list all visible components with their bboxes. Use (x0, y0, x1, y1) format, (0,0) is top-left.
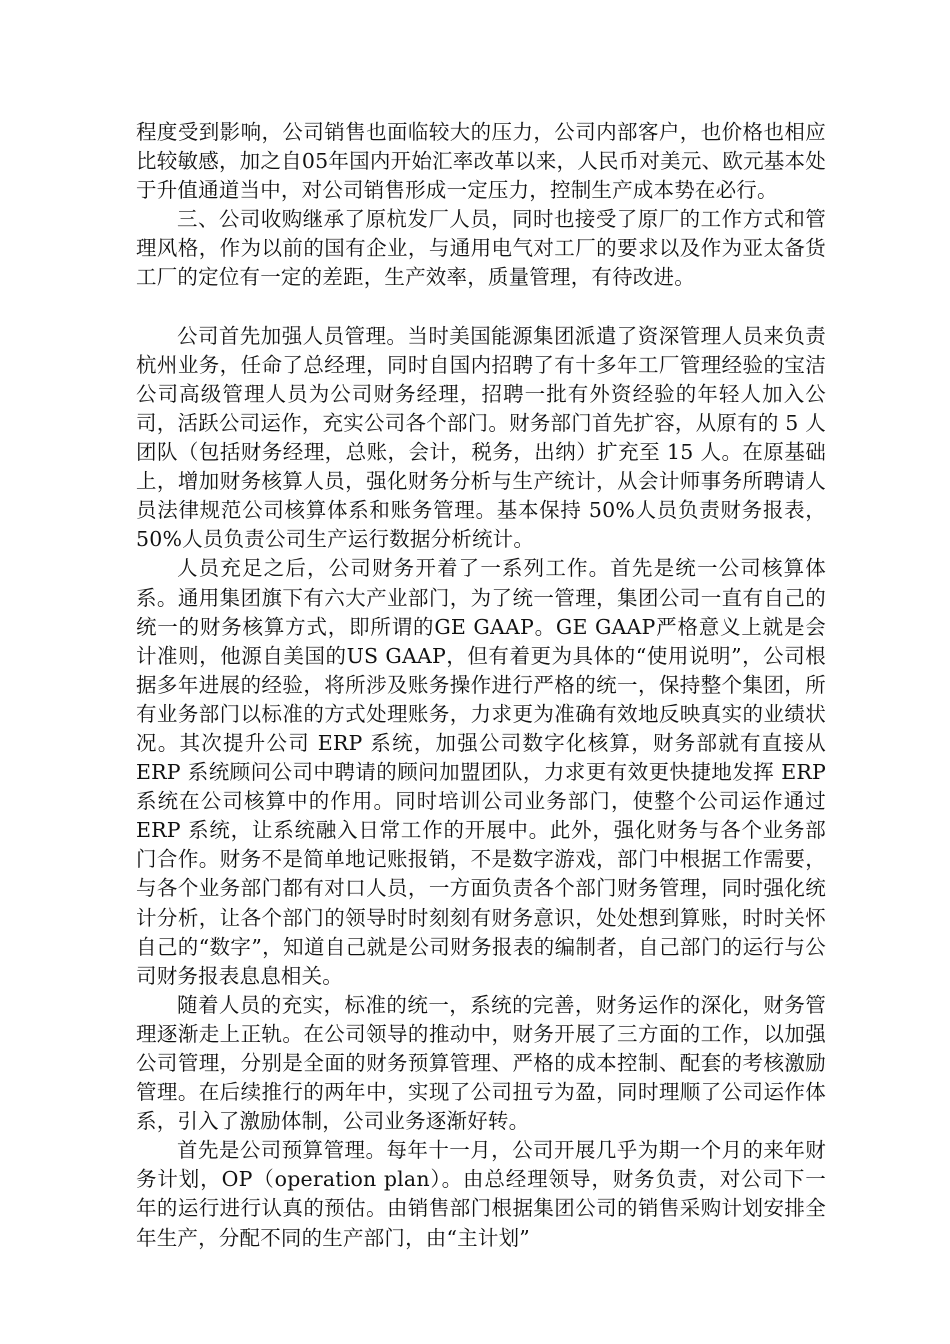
document-body (136, 118, 826, 1253)
paragraph-issue-three: 三、公司收购继承了原杭发厂人员，同时也接受了原厂的工作方式和管理风格，作为以前的国有企业，与通用电气对工厂的要求以及作为亚太备货工厂的定位有一定的差距，生产效率，质量管理，有待改进。 (136, 207, 826, 290)
paragraph-budget-management: 首先是公司预算管理。每年十一月，公司开展几乎为期一个月的来年财务计划，OP（operation plan）。由总经理领导，财务负责，对公司下一年的运行进行认真的预估。由销售部门根据集团公司的销售采购计划安排全年生产，分配不同的生产部门，由“主计划” (136, 1138, 826, 1250)
paragraph-continuation: 程度受到影响，公司销售也面临较大的压力，公司内部客户，也价格也相应比较敏感，加之自05年国内开始汇率改革以来，人民币对美元、欧元基本处于升值通道当中，对公司销售形成一定压力，控制生产成本势在必行。 (136, 120, 826, 203)
paragraph-personnel-management: 公司首先加强人员管理。当时美国能源集团派遣了资深管理人员来负责杭州业务，任命了总经理，同时自国内招聘了有十多年工厂管理经验的宝洁公司高级管理人员为公司财务经理，招聘一批有外资经验的年轻人加入公司，活跃公司运作，充实公司各个部门。财务部门首先扩容，从原有的 5 人团队（包括财务经理，总账，会计，税务，出纳）扩充至 15 人。在原基础上，增加财务核算人员，强化财务分析与生产统计，从会计师事务所聘请人员法律规范公司核算体系和账务管理。基本保持 50%人员负责财务报表，50%人员负责公司生产运行数据分析统计。 (136, 323, 826, 552)
paragraph-finance-work: 人员充足之后，公司财务开着了一系列工作。首先是统一公司核算体系。通用集团旗下有六大产业部门，为了统一管理，集团公司一直有自己的统一的财务核算方式，即所谓的GE GAAP。GE GAAP严格意义上就是会计准则，他源自美国的US GAAP，但有着更为具体的“使用说明”，公司根据多年进展的经验，将所涉及账务操作进行严格的统一，保持整个集团，所有业务部门以标准的方式处理账务，力求更为准确有效地反映真实的业绩状况。其次提升公司 ERP 系统，加强公司数字化核算，财务部就有直接从 ERP 系统顾问公司中聘请的顾问加盟团队，力求更有效更快捷地发挥 ERP 系统在公司核算中的作用。同时培训公司业务部门，使整个公司运作通过 ERP 系统，让系统融入日常工作的开展中。此外，强化财务与各个业务部门合作。财务不是简单地记账报销，不是数字游戏，部门中根据工作需要，与各个业务部门都有对口人员，一方面负责各个部门财务管理，同时强化统计分析，让各个部门的领导时时刻刻有财务意识，处处想到算账，时时关怀自己的“数字”，知道自己就是公司财务报表的编制者，自己部门的运行与公司财务报表息息相关。 (136, 556, 826, 988)
paragraph-finance-on-track: 随着人员的充实，标准的统一，系统的完善，财务运作的深化，财务管理逐渐走上正轨。在公司领导的推动中，财务开展了三方面的工作，以加强公司管理，分别是全面的财务预算管理、严格的成本控制、配套的考核激励管理。在后续推行的两年中，实现了公司扭亏为盈，同时理顺了公司运作体系，引入了激励体制，公司业务逐渐好转。 (136, 992, 826, 1134)
paragraph-spacer (136, 293, 826, 322)
